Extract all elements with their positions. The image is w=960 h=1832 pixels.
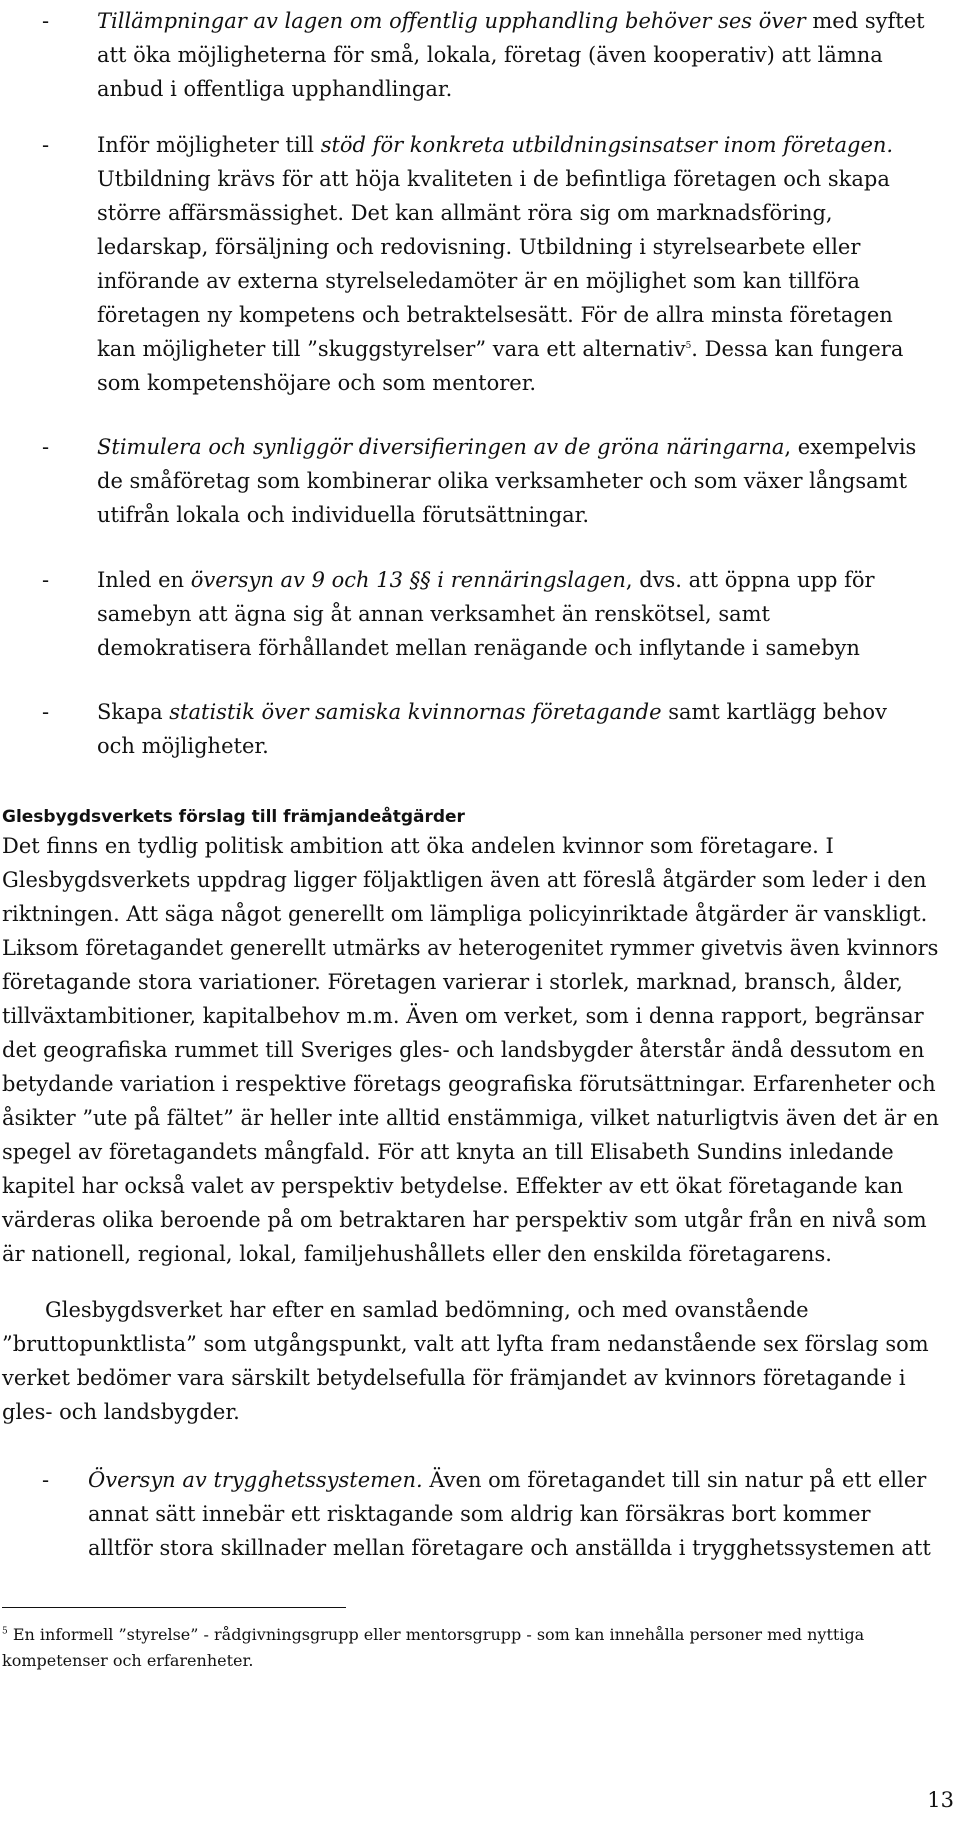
bullet-dash: - bbox=[42, 700, 50, 724]
footnote-divider bbox=[2, 1607, 346, 1608]
bullet-item bbox=[42, 430, 927, 532]
bullet-text: Stimulera och synliggör diversifieringen av de gröna näringarna, exempelvis de småföretag som kombinerar olika verksamheter och som växer långsamt utifrån lokala och individuella förutsättningar. bbox=[97, 435, 917, 527]
body-paragraph: Glesbygdsverket har efter en samlad bedömning, och med ovanstående ”bruttopunktlista” som utgångspunkt, valt att lyfta fram nedanstående sex förslag som verket bedömer vara särskilt betydelsefulla för främjandet av kvinnors företagande i gles- och landsbygder. bbox=[2, 1298, 929, 1424]
bullet-text: Inför möjligheter till stöd för konkreta utbildningsinsatser inom företagen. Utbildning krävs för att höja kvaliteten i de befintliga företagen och skapa större affärsmässighet. Det kan allmänt röra sig om marknadsföring, ledarskap, försäljning och redovisning. Utbildning i styrelsearbete eller införande av externa styrelseledamöter är en möjlighet som kan tillföra företagen ny kompetens och betraktelsesätt. För de allra minsta företagen kan möjligheter till ”skuggstyrelser” vara ett alternativ$^5$. Dessa kan fungera som kompetenshöjare och som mentorer. bbox=[97, 133, 904, 395]
bullet-item bbox=[42, 563, 927, 665]
bullet-text: Skapa statistik över samiska kvinnornas företagande samt kartlägg behov och möjligheter. bbox=[97, 700, 887, 758]
section-heading: Glesbygdsverkets förslag till främjandeåtgärder bbox=[2, 807, 465, 827]
footnote-text: En informell ”styrelse” - rådgivningsgrupp eller mentorsgrupp - som kan innehålla personer med nyttiga kompetenser och erfarenheter. bbox=[2, 1625, 865, 1670]
bullet-dash: - bbox=[42, 9, 50, 33]
bullet-dash: - bbox=[42, 133, 50, 157]
page-number: 13 bbox=[927, 1788, 954, 1812]
body-paragraph: Det finns en tydlig politisk ambition att öka andelen kvinnor som företagare. I Glesbygdsverkets uppdrag ligger följaktligen även att föreslå åtgärder som leder i den riktningen. Att säga något generellt om lämpliga policyinriktade åtgärder är vanskligt. Liksom företagandet generellt utmärks av heterogenitet rymmer givetvis även kvinnors företagande stora variationer. Företagen varierar i storlek, marknad, bransch, ålder, tillväxtambitioner, kapitalbehov m.m. Även om verket, som i denna rapport, begränsar det geografiska rummet till Sveriges gles- och landsbygder återstår ändå dessutom en betydande variation i respektive företags geografiska förutsättningar. Erfarenheter och åsikter ”ute på fältet” är heller inte alltid enstämmiga, vilket naturligtvis även det är en spegel av företagandets mångfald. För att knyta an till Elisabeth Sundins inledande kapitel har också valet av perspektiv betydelse. Effekter av ett ökat företagande kan värderas olika beroende på om betraktaren har perspektiv som utgår från en nivå som är nationell, regional, lokal, familjehushållets eller den enskilda företagarens. bbox=[2, 834, 939, 1266]
bullet-text: Översyn av trygghetssystemen. Även om företagandet till sin natur på ett eller annat sätt innebär ett risktagande som aldrig kan försäkras bort kommer alltför stora skillnader mellan företagare och anställda i trygghetssystemen att bbox=[88, 1468, 931, 1560]
footnote bbox=[2, 1622, 942, 1674]
bullet-item bbox=[42, 695, 927, 763]
bullet-dash: - bbox=[42, 568, 50, 592]
bullet-text: Tillämpningar av lagen om offentlig upphandling behöver ses över med syftet att öka möjligheterna för små, lokala, företag (även kooperativ) att lämna anbud i offentliga upphandlingar. bbox=[97, 9, 925, 101]
footnote-number: 5 bbox=[2, 1626, 8, 1637]
bullet-item bbox=[42, 1463, 932, 1565]
footnote-ref[interactable]: 5 bbox=[685, 341, 692, 351]
bullet-text: Inled en översyn av 9 och 13 §§ i rennäringslagen, dvs. att öppna upp för samebyn att ägna sig åt annan verksamhet än renskötsel, samt demokratisera förhållandet mellan renägande och inflytande i samebyn bbox=[97, 568, 875, 660]
bullet-item bbox=[42, 128, 927, 400]
bullet-dash: - bbox=[42, 1468, 50, 1492]
bullet-item bbox=[42, 4, 927, 106]
bullet-dash: - bbox=[42, 435, 50, 459]
